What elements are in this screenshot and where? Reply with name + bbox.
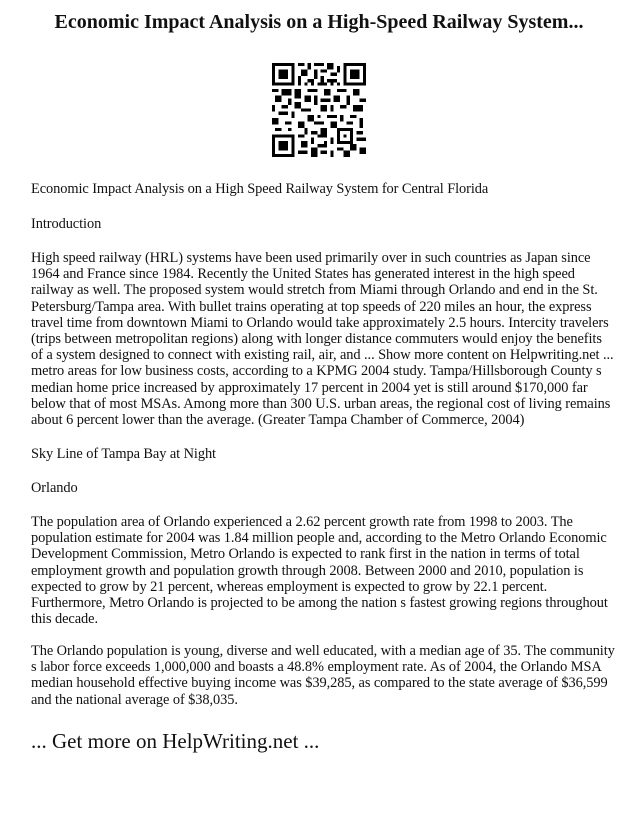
qr-code-icon[interactable]	[272, 63, 366, 157]
intro-heading: Introduction	[31, 216, 102, 232]
document-title: Economic Impact Analysis on a High-Speed Railway System...	[54, 11, 584, 33]
tampa-heading: Sky Line of Tampa Bay at Night	[31, 446, 216, 462]
get-more-link[interactable]: ... Get more on HelpWriting.net ...	[31, 729, 320, 753]
paragraph-orlando-growth: The population area of Orlando experienced a 2.62 percent growth rate from 1998 to 2003. The population estimate for 2004 was 1.84 million people and, according to the Metro Orlando Economic Development Commission, Metro Orlando is expected to rank first in the nation in terms of total employment growth and population growth through 2008. Between 2000 and 2010, population is expected to grow by 21 percent, whereas employment is expected to grow by 22.1 percent. Furthermore, Metro Orlando is projected to be among the nation s fastest growing regions throughout this decade.	[31, 514, 608, 628]
paragraph-intro: High speed railway (HRL) systems have been used primarily over in such countries as Japan since 1964 and France since 1984. Recently the United States has generated interest in the high speed railway as well. The proposed system would stretch from Miami through Orlando and end in the St. Petersburg/Tampa area. With bullet trains operating at top speeds of 220 miles an hour, the express travel time from downtown Miami to Orlando would take approximately 2.5 hours. Intercity travelers (trips between metropolitan regions) along with longer distance commuters would enjoy the benefits of a system designed to connect with existing rail, air, and ... Show more content on Helpwriting.net ... metro areas for low business costs, according to a KPMG 2004 study. Tampa/Hillsborough County s median home price increased by approximately 17 percent in 2004 yet is still around $170,000 far below that of most MSAs. Among more than 300 U.S. urban areas, the regional cost of living remains about 6 percent lower than the average. (Greater Tampa Chamber of Commerce, 2004)	[31, 250, 614, 429]
orlando-heading: Orlando	[31, 480, 78, 496]
document-subtitle: Economic Impact Analysis on a High Speed Railway System for Central Florida	[31, 181, 489, 197]
paragraph-orlando-population: The Orlando population is young, diverse and well educated, with a median age of 35. The community s labor force exceeds 1,000,000 and boasts a 48.8% employment rate. As of 2004, the Orlando MSA median household effective buying income was $39,285, as compared to the state average of $36,599 and the national average of $38,035.	[31, 643, 615, 708]
